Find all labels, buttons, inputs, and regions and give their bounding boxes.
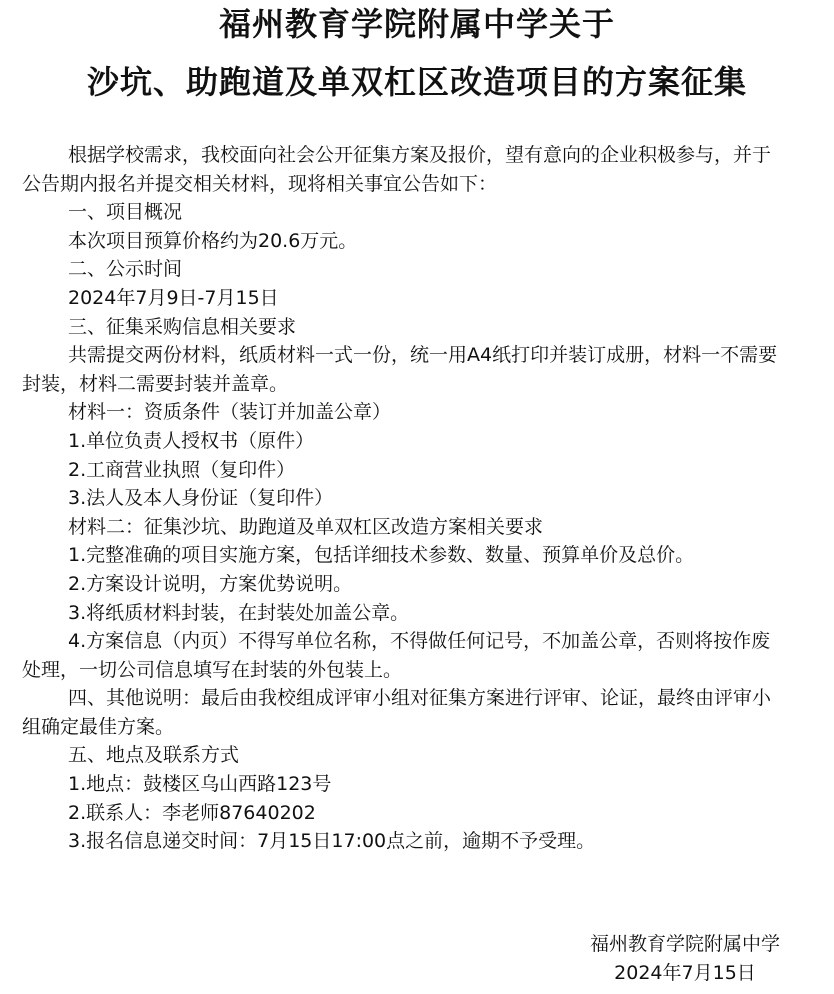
notice-title-line1: 福州教育学院附属中学关于 [218, 5, 615, 43]
list-item: 1.单位负责人授权书（原件） [68, 429, 315, 452]
list-item: 2.联系人：李老师87640202 [68, 801, 316, 824]
list-item: 2.工商营业执照（复印件） [68, 458, 296, 481]
paragraph-dates: 2024年7月9日-7月15日 [68, 286, 279, 309]
paragraph-submission: 共需提交两份材料，纸质材料一式一份，统一用A4纸打印并装订成册，材料一不需要封装，材料二需要封装并盖章。 [22, 344, 778, 395]
section-heading-2: 二、公示时间 [68, 258, 183, 281]
section-heading-4: 四、其他说明：最后由我校组成评审小组对征集方案进行评审、论证，最终由评审小组确定最佳方案。 [22, 687, 772, 738]
list-item: 2.方案设计说明，方案优势说明。 [68, 572, 353, 595]
signature-organization: 福州教育学院附属中学 [589, 933, 780, 955]
signature-date: 2024年7月15日 [614, 962, 756, 984]
notice-title-line2: 沙坑、助跑道及单双杠区改造项目的方案征集 [86, 63, 747, 101]
list-item: 3.法人及本人身份证（复印件） [68, 487, 334, 510]
list-item: 1.地点：鼓楼区乌山西路123号 [68, 773, 332, 796]
list-item: 1.完整准确的项目实施方案，包括详细技术参数、数量、预算单价及总价。 [68, 544, 695, 567]
paragraph-budget: 本次项目预算价格约为20.6万元。 [68, 229, 358, 252]
list-item: 3.报名信息递交时间：7月15日17:00点之前，逾期不予受理。 [68, 830, 596, 853]
section-heading-3: 三、征集采购信息相关要求 [68, 315, 297, 338]
notice-body [22, 141, 782, 856]
section-heading-1: 一、项目概况 [68, 201, 183, 224]
material-two-heading: 材料二：征集沙坑、助跑道及单双杠区改造方案相关要求 [68, 515, 544, 538]
list-item: 4.方案信息（内页）不得写单位名称，不得做任何记号，不加盖公章，否则将按作废处理，一切公司信息填写在封装的外包装上。 [22, 630, 771, 681]
material-one-heading: 材料一：资质条件（装订并加盖公章） [68, 401, 392, 424]
section-heading-5: 五、地点及联系方式 [68, 744, 240, 767]
paragraph-intro: 根据学校需求，我校面向社会公开征集方案及报价，望有意向的企业积极参与，并于公告期内报名并提交相关材料，现将相关事宜公告如下： [22, 144, 772, 195]
signature-block [590, 930, 780, 988]
list-item: 3.将纸质材料封装，在封装处加盖公章。 [68, 601, 410, 624]
